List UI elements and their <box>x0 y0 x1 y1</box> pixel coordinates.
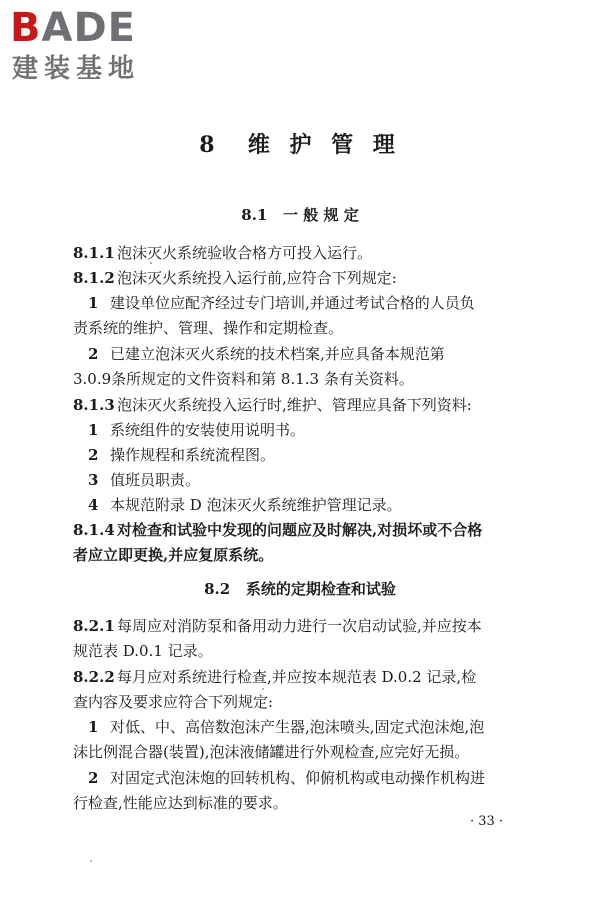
clause-text: 泡沫灭火系统验收合格方可投入运行。 <box>117 244 373 262</box>
clause-text: 者应立即更换,并应复原系统。 <box>73 546 274 564</box>
item-8-1-3-4 <box>88 493 548 517</box>
item-number: 2 <box>88 446 99 464</box>
item-text: 对固定式泡沫炮的回转机构、仰俯机构或电动操作机构进 <box>110 769 486 787</box>
chapter-title: 8 维 护 管 理 <box>199 132 401 158</box>
clause-8-2-1-cont <box>73 639 533 663</box>
logo-letter-b: B <box>10 5 42 51</box>
item-text: 责系统的维护、管理、操作和定期检查。 <box>73 319 344 337</box>
clause-8-1-4 <box>73 518 533 542</box>
item-8-1-2-1-cont <box>73 316 533 340</box>
scan-speck <box>150 262 152 264</box>
clause-8-1-4-cont <box>73 543 533 567</box>
item-number: 1 <box>88 421 99 439</box>
clause-text: 泡沫灭火系统投入运行时,维护、管理应具备下列资料: <box>117 396 472 414</box>
clause-text: 泡沫灭火系统投入运行前,应符合下列规定: <box>117 269 397 287</box>
clause-number: 8.2.1 <box>73 617 115 635</box>
item-text: 操作规程和系统流程图。 <box>110 446 276 464</box>
logo-letters-ade: ADE <box>41 5 136 51</box>
clause-8-1-1 <box>73 241 533 265</box>
clause-8-2-2 <box>73 665 533 689</box>
item-number: 2 <box>88 769 99 787</box>
item-text: 沫比例混合器(装置),泡沫液储罐进行外观检查,应完好无损。 <box>73 743 470 761</box>
item-number: 4 <box>88 496 99 514</box>
scan-speck <box>90 860 92 862</box>
logo-wordmark <box>10 6 136 50</box>
logo-subtitle: 建装基地 <box>12 54 141 84</box>
item-text: 对低、中、高倍数泡沫产生器,泡沫喷头,固定式泡沫炮,泡 <box>110 718 485 736</box>
clause-8-1-2 <box>73 266 533 290</box>
item-text: 值班员职责。 <box>110 471 201 489</box>
item-8-2-2-1 <box>88 715 548 739</box>
clause-text: 查内容及要求应符合下列规定: <box>73 693 274 711</box>
item-8-1-3-1 <box>88 418 548 442</box>
item-8-1-2-2-cont <box>73 367 533 391</box>
clause-number: 8.1.2 <box>73 269 115 287</box>
scan-speck <box>262 688 264 690</box>
item-text: 本规范附录 D 泡沫灭火系统维护管理记录。 <box>110 496 402 514</box>
section-title-8-1: 8.1 一 般 规 定 <box>241 206 359 224</box>
item-8-2-2-1-cont <box>73 740 533 764</box>
item-number: 1 <box>88 718 99 736</box>
item-text: 3.0.9条所规定的文件资料和第 8.1.3 条有关资料。 <box>73 370 414 388</box>
item-8-1-3-3 <box>88 468 548 492</box>
item-8-1-3-2 <box>88 443 548 467</box>
item-number: 1 <box>88 294 99 312</box>
clause-text: 每周应对消防泵和备用动力进行一次启动试验,并应按本 <box>117 617 482 635</box>
clause-number: 8.1.3 <box>73 396 115 414</box>
item-8-1-2-1 <box>88 291 548 315</box>
clause-8-1-3 <box>73 393 533 417</box>
item-8-2-2-2-cont <box>73 791 533 815</box>
item-text: 建设单位应配齐经过专门培训,并通过考试合格的人员负 <box>110 294 475 312</box>
item-number: 2 <box>88 345 99 363</box>
item-text: 系统组件的安装使用说明书。 <box>110 421 306 439</box>
item-text: 行检查,性能应达到标准的要求。 <box>73 794 288 812</box>
bade-logo <box>10 6 175 86</box>
section-title-8-2: 8.2 系统的定期检查和试验 <box>204 580 396 598</box>
clause-number: 8.1.1 <box>73 244 115 262</box>
clause-8-2-1 <box>73 614 533 638</box>
clause-text: 每月应对系统进行检查,并应按本规范表 D.0.2 记录,检 <box>117 668 477 686</box>
clause-text: 对检查和试验中发现的问题应及时解决,对损坏或不合格 <box>117 521 483 539</box>
item-8-1-2-2 <box>88 342 548 366</box>
clause-number: 8.1.4 <box>73 521 115 539</box>
page-number: · 33 · <box>470 814 504 829</box>
item-8-2-2-2 <box>88 766 548 790</box>
item-text: 已建立泡沫灭火系统的技术档案,并应具备本规范第 <box>110 345 445 363</box>
clause-text: 规范表 D.0.1 记录。 <box>73 642 213 660</box>
item-number: 3 <box>88 471 99 489</box>
clause-8-2-2-cont <box>73 690 533 714</box>
clause-number: 8.2.2 <box>73 668 115 686</box>
